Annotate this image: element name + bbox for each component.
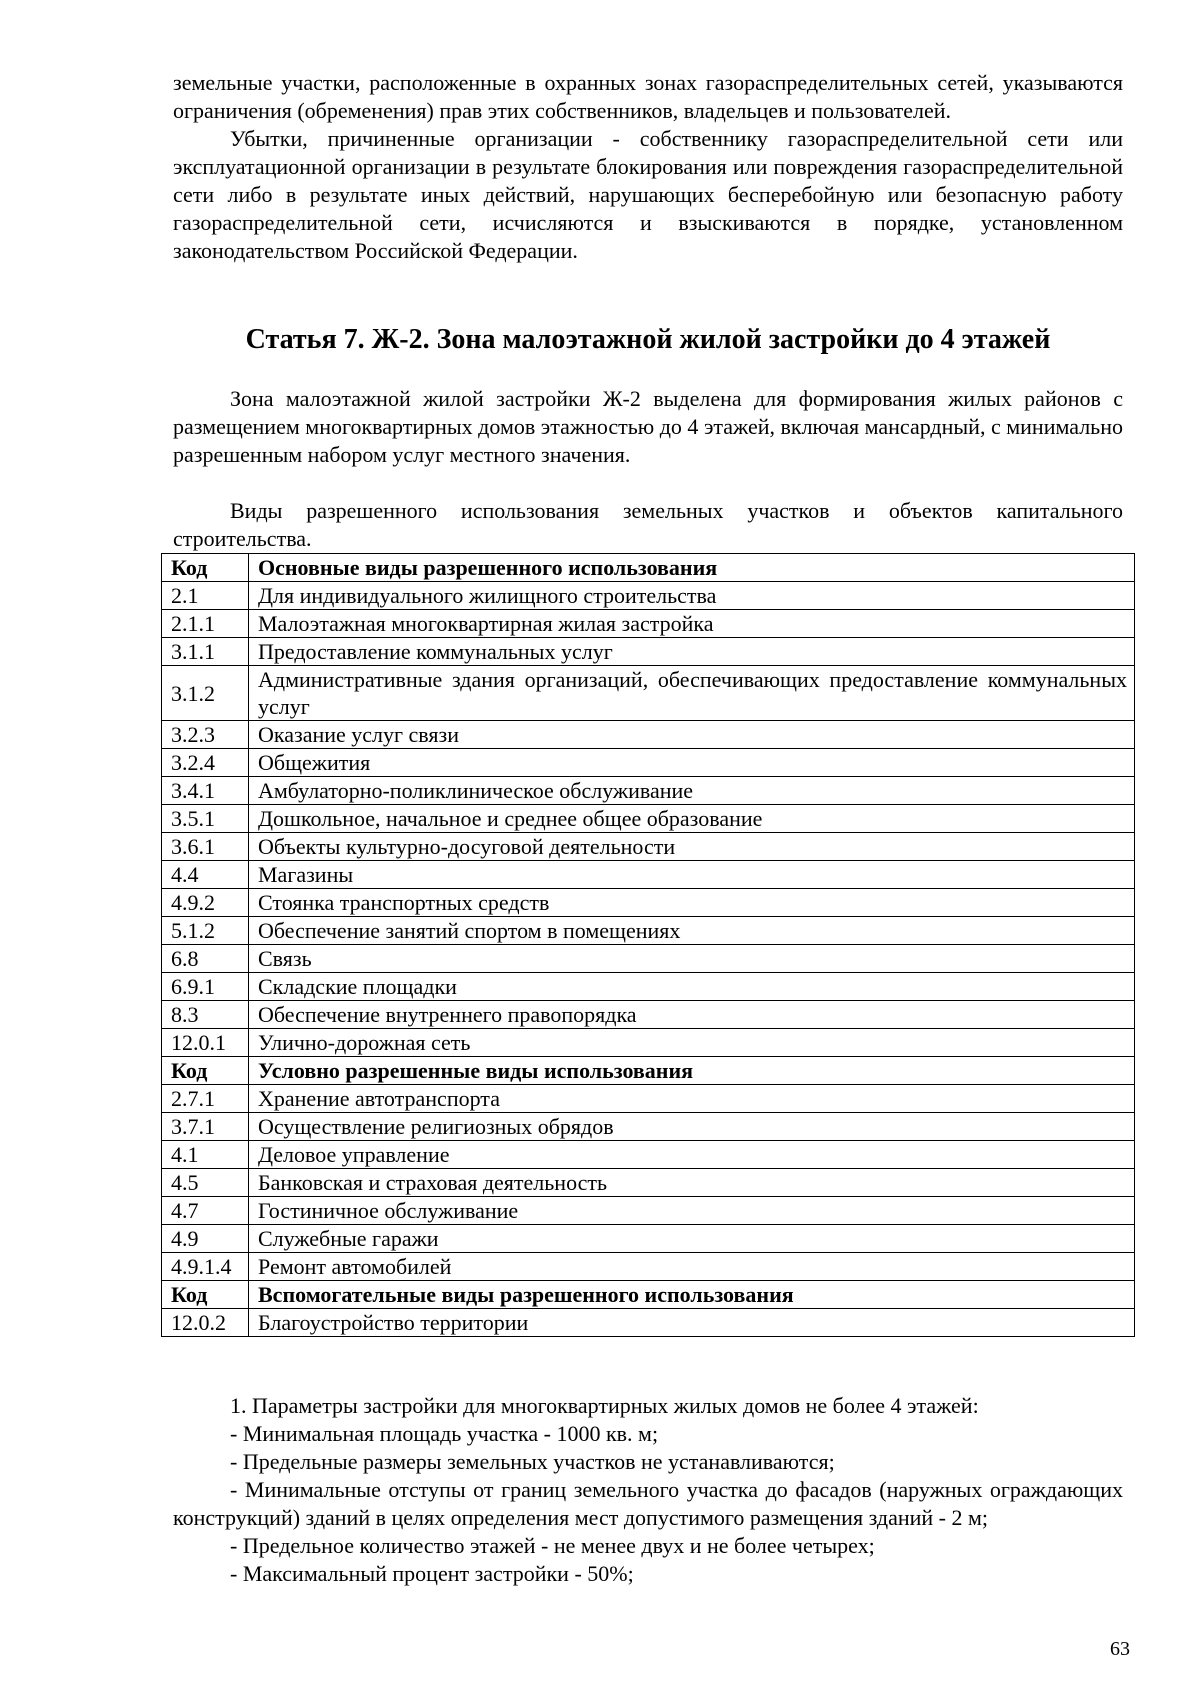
row-code: 3.1.1 (162, 638, 249, 666)
table-row (162, 833, 1135, 861)
row-name: Оказание услуг связи (249, 721, 1135, 749)
row-code: 2.1.1 (162, 610, 249, 638)
row-code: 3.7.1 (162, 1113, 249, 1141)
parameter-item: - Максимальный процент застройки - 50%; (230, 1561, 634, 1586)
table-row (162, 861, 1135, 889)
row-code: 12.0.2 (162, 1309, 249, 1337)
row-name: Служебные гаражи (249, 1225, 1135, 1253)
row-name: Административные здания организаций, обеспечивающих предоставление коммунальных услуг (249, 666, 1135, 721)
row-code: 5.1.2 (162, 917, 249, 945)
row-code: 3.6.1 (162, 833, 249, 861)
row-name: Стоянка транспортных средств (249, 889, 1135, 917)
table-header-auxiliary (162, 1281, 1135, 1309)
table-intro-block (173, 497, 1123, 553)
row-name: Банковская и страховая деятельность (249, 1169, 1135, 1197)
row-name: Обеспечение внутреннего правопорядка (249, 1001, 1135, 1029)
table-row (162, 638, 1135, 666)
continued-text-block (173, 69, 1123, 265)
row-code: 4.4 (162, 861, 249, 889)
row-name: Ремонт автомобилей (249, 1253, 1135, 1281)
building-parameters-block (173, 1392, 1123, 1588)
row-code: 3.2.3 (162, 721, 249, 749)
table-row (162, 805, 1135, 833)
table-row (162, 1169, 1135, 1197)
header-title: Вспомогательные виды разрешенного использования (249, 1281, 1135, 1309)
zone-description: Зона малоэтажной жилой застройки Ж-2 выделена для формирования жилых районов с размещением многоквартирных домов этажностью до 4 этажей, включая мансардный, с минимально разрешенным набором услуг местного значения. (173, 386, 1123, 467)
table-row (162, 610, 1135, 638)
row-name: Магазины (249, 861, 1135, 889)
parameter-item: - Предельное количество этажей - не менее двух и не более четырех; (230, 1533, 875, 1558)
page-number: 63 (1110, 1638, 1130, 1660)
row-code: 3.5.1 (162, 805, 249, 833)
paragraph-protected-zones: земельные участки, расположенные в охранных зонах газораспределительных сетей, указываются ограничения (обременения) прав этих собственников, владельцев и пользователей. (173, 70, 1123, 123)
table-row (162, 1141, 1135, 1169)
row-name: Амбулаторно-поликлиническое обслуживание (249, 777, 1135, 805)
table-header-main (162, 554, 1135, 582)
parameters-title: 1. Параметры застройки для многоквартирных жилых домов не более 4 этажей: (230, 1393, 979, 1418)
row-name: Дошкольное, начальное и среднее общее образование (249, 805, 1135, 833)
row-code: 4.9 (162, 1225, 249, 1253)
row-name: Для индивидуального жилищного строительства (249, 582, 1135, 610)
header-code: Код (162, 1281, 249, 1309)
paragraph-damages: Убытки, причиненные организации - собственнику газораспределительной сети или эксплуатационной организации в результате блокирования или повреждения газораспределительной сети либо в результате иных действий, нарушающих бесперебойную или безопасную работу газораспределительной сети, исчисляются и взыскиваются в порядке, установленном законодательством Российской Федерации. (173, 126, 1123, 263)
zone-description-block (173, 385, 1123, 469)
row-code: 4.1 (162, 1141, 249, 1169)
table-row (162, 1309, 1135, 1337)
table-row (162, 945, 1135, 973)
row-code: 3.2.4 (162, 749, 249, 777)
table-header-conditional (162, 1057, 1135, 1085)
header-code: Код (162, 554, 249, 582)
table-row (162, 1085, 1135, 1113)
table-row (162, 917, 1135, 945)
row-code: 4.9.1.4 (162, 1253, 249, 1281)
row-code: 3.4.1 (162, 777, 249, 805)
table-row (162, 721, 1135, 749)
row-code: 4.5 (162, 1169, 249, 1197)
row-code: 12.0.1 (162, 1029, 249, 1057)
row-name: Объекты культурно-досуговой деятельности (249, 833, 1135, 861)
table-row (162, 749, 1135, 777)
table-row (162, 1225, 1135, 1253)
parameter-item: - Минимальная площадь участка - 1000 кв. м; (230, 1421, 659, 1446)
row-name: Улично-дорожная сеть (249, 1029, 1135, 1057)
row-name: Осуществление религиозных обрядов (249, 1113, 1135, 1141)
parameter-item: - Предельные размеры земельных участков не устанавливаются; (230, 1449, 835, 1474)
row-code: 8.3 (162, 1001, 249, 1029)
row-code: 6.9.1 (162, 973, 249, 1001)
table-row (162, 582, 1135, 610)
row-name: Общежития (249, 749, 1135, 777)
table-intro: Виды разрешенного использования земельных участков и объектов капитального строительства. (173, 498, 1123, 551)
table-row (162, 973, 1135, 1001)
table-row (162, 666, 1135, 721)
row-code: 2.1 (162, 582, 249, 610)
table-row (162, 1253, 1135, 1281)
row-name: Малоэтажная многоквартирная жилая застройка (249, 610, 1135, 638)
row-name: Деловое управление (249, 1141, 1135, 1169)
table-row (162, 1029, 1135, 1057)
table-row (162, 1113, 1135, 1141)
row-name: Предоставление коммунальных услуг (249, 638, 1135, 666)
land-use-table (161, 553, 1135, 1337)
header-title: Условно разрешенные виды использования (249, 1057, 1135, 1085)
row-name: Благоустройство территории (249, 1309, 1135, 1337)
row-name: Складские площадки (249, 973, 1135, 1001)
table-row (162, 777, 1135, 805)
row-code: 3.1.2 (162, 666, 249, 721)
row-code: 6.8 (162, 945, 249, 973)
table-row (162, 889, 1135, 917)
row-name: Хранение автотранспорта (249, 1085, 1135, 1113)
row-name: Гостиничное обслуживание (249, 1197, 1135, 1225)
row-code: 4.9.2 (162, 889, 249, 917)
header-title: Основные виды разрешенного использования (249, 554, 1135, 582)
row-name: Обеспечение занятий спортом в помещениях (249, 917, 1135, 945)
header-code: Код (162, 1057, 249, 1085)
table-row (162, 1001, 1135, 1029)
row-code: 2.7.1 (162, 1085, 249, 1113)
article-heading: Статья 7. Ж-2. Зона малоэтажной жилой застройки до 4 этажей (245, 324, 1051, 355)
table-row (162, 1197, 1135, 1225)
row-name: Связь (249, 945, 1135, 973)
row-code: 4.7 (162, 1197, 249, 1225)
parameter-item: - Минимальные отступы от границ земельного участка до фасадов (наружных ограждающих конструкций) зданий в целях определения мест допустимого размещения зданий - 2 м; (173, 1477, 1123, 1530)
